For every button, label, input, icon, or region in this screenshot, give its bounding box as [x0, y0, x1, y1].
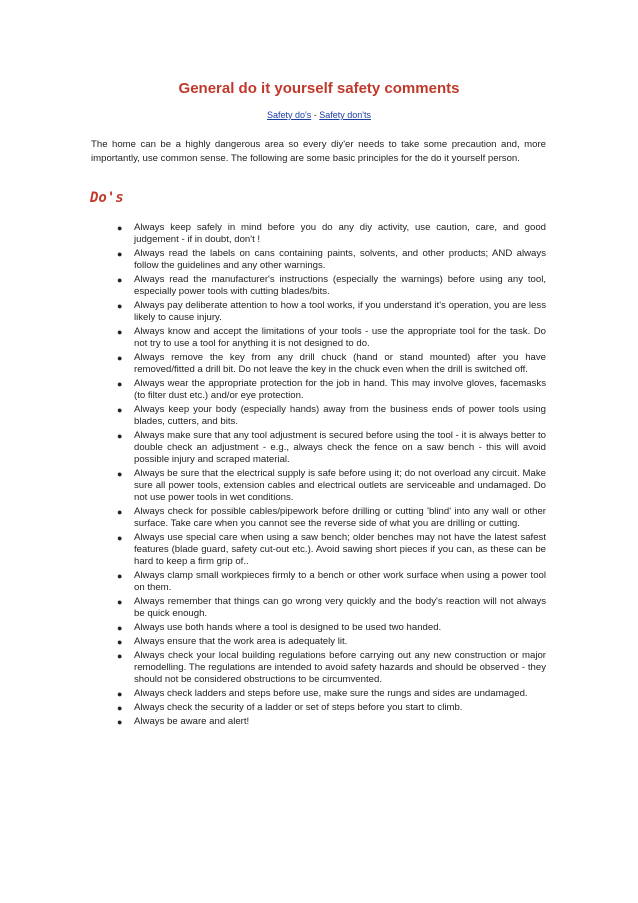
bullet-icon: ●: [117, 431, 123, 441]
bullet-icon: ●: [117, 689, 123, 699]
list-item: [91, 430, 546, 466]
list-item: [91, 688, 546, 700]
bullet-icon: ●: [117, 703, 123, 713]
list-item-text: Always make sure that any tool adjustment is secured before using the tool - it is always better to double check an adjustment - e.g., always check the fence on a saw bench - this will avoid possible injury and scraped material.: [134, 430, 546, 465]
list-item: [91, 506, 546, 530]
list-item: [91, 274, 546, 298]
list-item-text: Always pay deliberate attention to how a tool works, if you understand it's operation, you are less likely to cause injury.: [134, 300, 546, 323]
bullet-icon: ●: [117, 651, 123, 661]
list-item-text: Always be aware and alert!: [134, 716, 250, 727]
list-item: [91, 222, 546, 246]
bullet-icon: ●: [117, 379, 123, 389]
list-item: [91, 532, 546, 568]
list-item: [91, 326, 546, 350]
bullet-icon: ●: [117, 327, 123, 337]
list-item-text: Always read the manufacturer's instructions (especially the warnings) before using any tool, especially power tools with cutting blades/bits.: [134, 274, 546, 297]
list-item: [91, 468, 546, 504]
list-item: [91, 636, 546, 648]
bullet-icon: ●: [117, 623, 123, 633]
list-item-text: Always check your local building regulations before carrying out any new construction or major remodelling. The regulations are intended to avoid safety hazards and should be observed - they should not be considered obstructions to be circumvented.: [134, 650, 546, 685]
bullet-icon: ●: [117, 301, 123, 311]
safety-dos-link[interactable]: Safety do's: [266, 110, 312, 120]
list-item: [91, 622, 546, 634]
list-item-text: Always remove the key from any drill chuck (hand or stand mounted) after you have removed/fitted a drill bit. Do not leave the key in the chuck even when the drill is switched off.: [134, 352, 546, 375]
bullet-icon: ●: [117, 507, 123, 517]
list-item: [91, 404, 546, 428]
list-item-text: Always wear the appropriate protection for the job in hand. This may involve gloves, facemasks (to filter dust etc.) and/or eye protection.: [134, 378, 546, 401]
list-item-text: Always keep your body (especially hands) away from the business ends of power tools using blades, cutters, and bits.: [134, 404, 546, 427]
list-item: [91, 650, 546, 686]
bullet-icon: ●: [117, 353, 123, 363]
section-links: [0, 110, 638, 120]
list-item: [91, 248, 546, 272]
bullet-icon: ●: [117, 637, 123, 647]
list-item-text: Always check the security of a ladder or set of steps before you start to climb.: [134, 702, 463, 713]
bullet-icon: ●: [117, 533, 123, 543]
list-item-text: Always use both hands where a tool is designed to be used two handed.: [134, 622, 442, 633]
list-item-text: Always read the labels on cans containing paints, solvents, and other products; AND always follow the guidelines and any other warnings.: [134, 248, 546, 271]
bullet-icon: ●: [117, 717, 123, 727]
list-item-text: Always clamp small workpieces firmly to a bench or other work surface when using a power tool on them.: [134, 570, 546, 593]
dos-list: [91, 222, 546, 730]
list-item-text: Always be sure that the electrical supply is safe before using it; do not overload any circuit. Make sure all power tools, extension cables and electrical outlets are serviceable and undamaged. Do not use power tools in wet conditions.: [134, 468, 546, 503]
bullet-icon: ●: [117, 249, 123, 259]
list-item-text: Always know and accept the limitations of your tools - use the appropriate tool for the task. Do not try to use a tool for anything it is not designed to do.: [134, 326, 546, 349]
list-item-text: Always keep safely in mind before you do any diy activity, use caution, care, and good judgement - if in doubt, don't !: [134, 222, 546, 245]
list-item: [91, 702, 546, 714]
bullet-icon: ●: [117, 405, 123, 415]
bullet-icon: ●: [117, 275, 123, 285]
list-item-text: Always check for possible cables/pipework before drilling or cutting 'blind' into any wall or other surface. Take care when you cannot see the reverse side of what you are drilling or cutting.: [134, 506, 546, 529]
list-item-text: Always ensure that the work area is adequately lit.: [134, 636, 348, 647]
list-item: [91, 596, 546, 620]
bullet-icon: ●: [117, 597, 123, 607]
list-item: [91, 716, 546, 728]
bullet-icon: ●: [117, 571, 123, 581]
dos-heading: Do's: [90, 190, 124, 206]
list-item: [91, 352, 546, 376]
intro-paragraph: The home can be a highly dangerous area so every diy'er needs to take some precaution and, more importantly, use common sense. The following are some basic principles for the do it yourself person.: [91, 139, 546, 164]
list-item-text: Always use special care when using a saw bench; older benches may not have the latest safest features (blade guard, safety cut-out etc.). Avoid sawing short pieces if you can, as these can be hard to keep a firm grip of..: [134, 532, 546, 567]
list-item: [91, 378, 546, 402]
list-item: [91, 570, 546, 594]
list-item: [91, 300, 546, 324]
list-item-text: Always remember that things can go wrong very quickly and the body's reaction will not always be quick enough.: [134, 596, 546, 619]
link-separator: -: [313, 110, 317, 120]
bullet-icon: ●: [117, 223, 123, 233]
bullet-icon: ●: [117, 469, 123, 479]
page-title: General do it yourself safety comments: [178, 80, 460, 97]
list-item-text: Always check ladders and steps before use, make sure the rungs and sides are undamaged.: [134, 688, 528, 699]
safety-donts-link[interactable]: Safety don'ts: [319, 110, 372, 120]
